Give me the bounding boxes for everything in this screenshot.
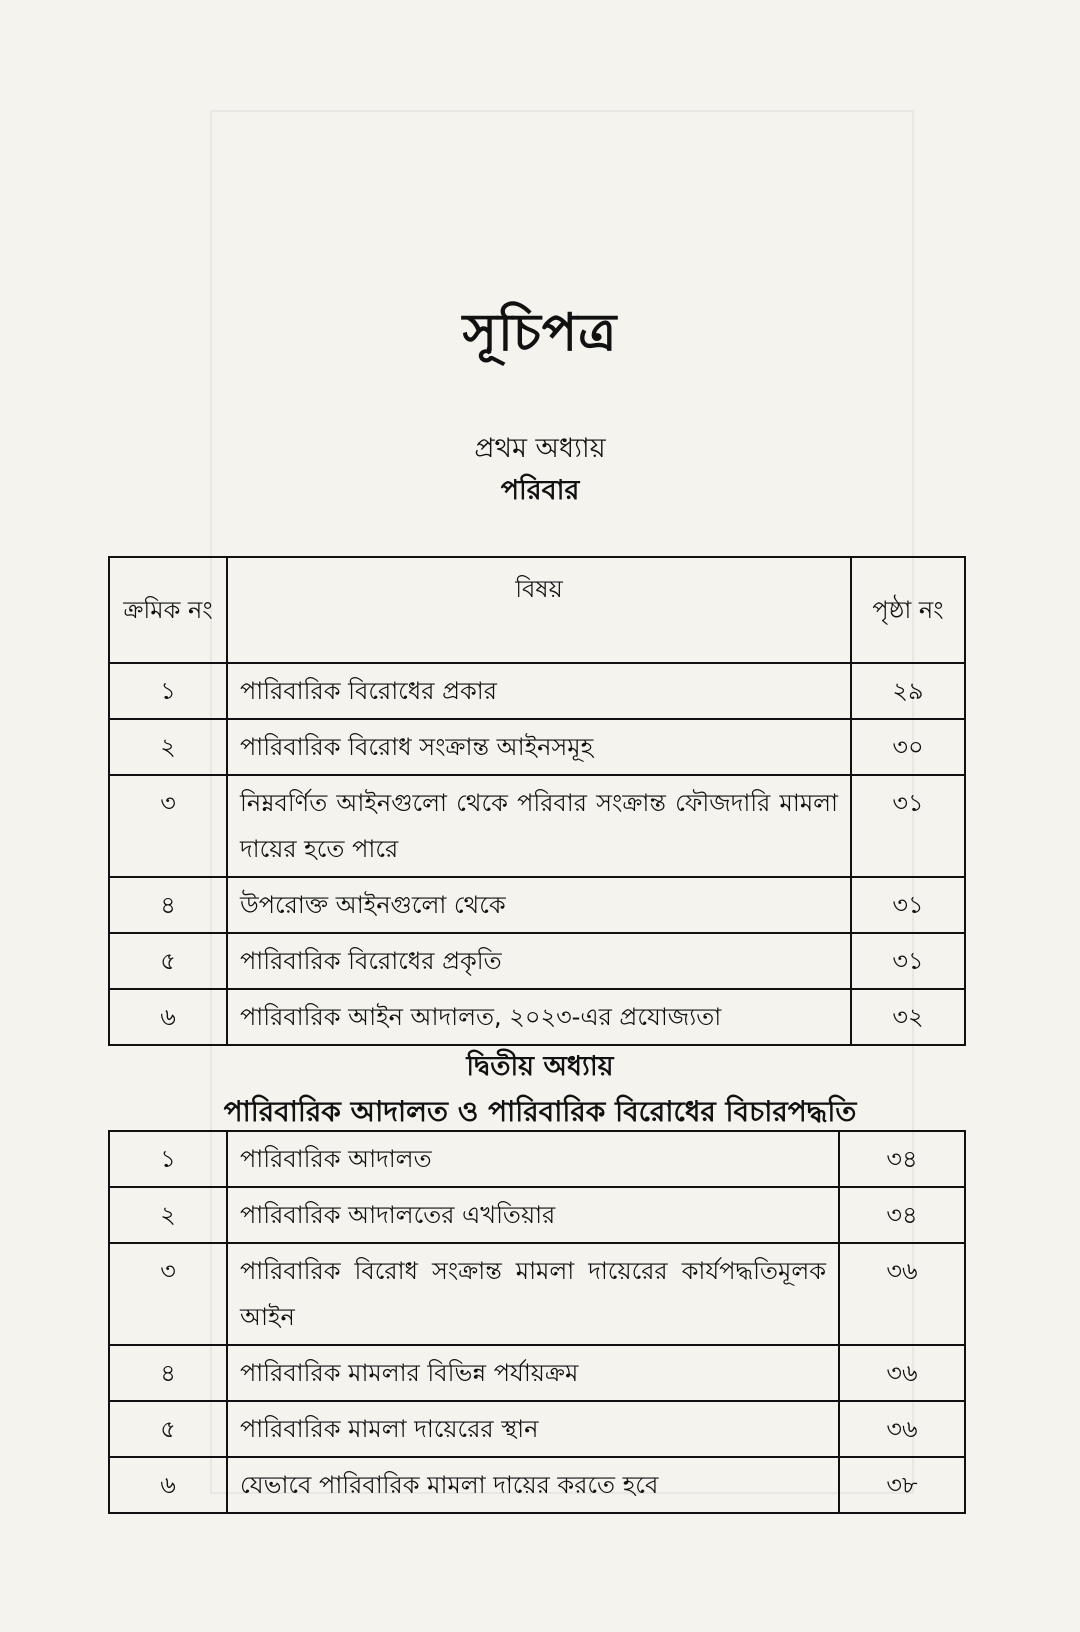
topic-title: পারিবারিক মামলা দায়েরের স্থান	[227, 1401, 839, 1457]
subject-header: বিষয়	[227, 557, 851, 663]
page-number: ৩৬	[839, 1401, 965, 1457]
table-row	[109, 989, 965, 1045]
table-row	[109, 1345, 965, 1401]
page-header: পৃষ্ঠা নং	[851, 557, 965, 663]
chapter2-name: পারিবারিক আদালত ও পারিবারিক বিরোধের বিচারপদ্ধতি	[223, 1095, 857, 1128]
table-row	[109, 1457, 965, 1513]
page-number: ৩৬	[839, 1345, 965, 1401]
page-number: ৩১	[851, 877, 965, 933]
table-row	[109, 775, 965, 877]
serial-number: ৫	[109, 933, 227, 989]
topic-title: যেভাবে পারিবারিক মামলা দায়ের করতে হবে	[227, 1457, 839, 1513]
topic-title: উপরোক্ত আইনগুলো থেকে	[227, 877, 851, 933]
chapter1-name: পরিবার	[500, 475, 580, 506]
topic-title: পারিবারিক বিরোধের প্রকৃতি	[227, 933, 851, 989]
topic-title: পারিবারিক বিরোধের প্রকার	[227, 663, 851, 719]
table-row	[109, 933, 965, 989]
table-row	[109, 877, 965, 933]
chapter2-label: দ্বিতীয় অধ্যায়	[466, 1051, 614, 1082]
chapter1-contents-table	[108, 556, 966, 1046]
table-row	[109, 1243, 965, 1345]
page-number: ৩১	[851, 775, 965, 877]
page-number: ৩৮	[839, 1457, 965, 1513]
page-title: সূচিপত্র	[462, 303, 618, 363]
page-number: ৩৬	[839, 1243, 965, 1345]
topic-title: পারিবারিক মামলার বিভিন্ন পর্যায়ক্রম	[227, 1345, 839, 1401]
page-number: ৩২	[851, 989, 965, 1045]
chapter2-contents-table	[108, 1130, 966, 1514]
topic-title: পারিবারিক আদালতের এখতিয়ার	[227, 1187, 839, 1243]
serial-number: ৫	[109, 1401, 227, 1457]
serial-number: ৪	[109, 877, 227, 933]
page-number: ২৯	[851, 663, 965, 719]
serial-number: ৬	[109, 989, 227, 1045]
serial-number: ২	[109, 719, 227, 775]
chapter1-label: প্রথম অধ্যায়	[474, 433, 606, 464]
page-number: ৩৪	[839, 1131, 965, 1187]
table-row	[109, 719, 965, 775]
serial-number: ১	[109, 663, 227, 719]
topic-title: পারিবারিক বিরোধ সংক্রান্ত মামলা দায়েরের কার্যপদ্ধতিমূলক আইন	[227, 1243, 839, 1345]
table-row	[109, 1131, 965, 1187]
table-row	[109, 1401, 965, 1457]
page-number: ৩০	[851, 719, 965, 775]
topic-title: পারিবারিক আইন আদালত, ২০২৩-এর প্রযোজ্যতা	[227, 989, 851, 1045]
serial-number: ১	[109, 1131, 227, 1187]
topic-title: পারিবারিক আদালত	[227, 1131, 839, 1187]
page-number: ৩১	[851, 933, 965, 989]
table-row	[109, 663, 965, 719]
table-header-row	[109, 557, 965, 663]
serial-number: ২	[109, 1187, 227, 1243]
serial-number: ৩	[109, 775, 227, 877]
topic-title: নিম্নবর্ণিত আইনগুলো থেকে পরিবার সংক্রান্ত ফৌজদারি মামলা দায়ের হতে পারে	[227, 775, 851, 877]
page-number: ৩৪	[839, 1187, 965, 1243]
serial-number: ৬	[109, 1457, 227, 1513]
topic-title: পারিবারিক বিরোধ সংক্রান্ত আইনসমূহ	[227, 719, 851, 775]
table-row	[109, 1187, 965, 1243]
serial-header: ক্রমিক নং	[109, 557, 227, 663]
serial-number: ৩	[109, 1243, 227, 1345]
serial-number: ৪	[109, 1345, 227, 1401]
